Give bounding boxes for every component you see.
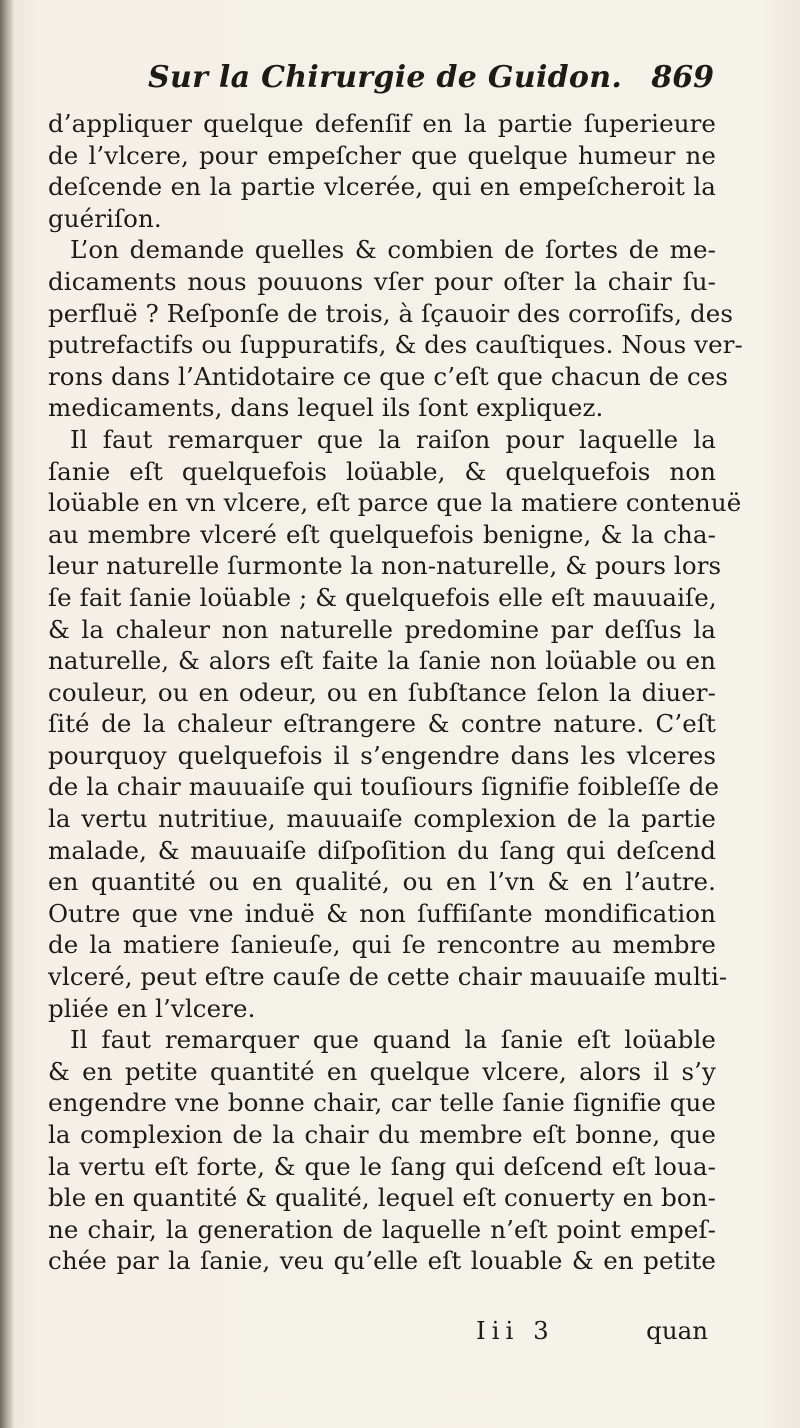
text-line: vlceré, peut eſtre cauſe de cette chair mauuaiſe multi- [48,962,728,992]
paragraph-first-line: L’on demande quelles & combien de ſortes de me- [70,235,716,265]
text-line: chée par la ſanie, veu qu’elle eſt louable & en petite [48,1246,716,1276]
text-line: perfluë ? Reſponſe de trois, à ſçauoir des corroſifs, des [48,298,734,328]
text-line: loüable en vn vlcere, eſt parce que la matiere contenuë [48,488,742,518]
page-number: 869 [651,60,714,95]
text-line: la complexion de la chair du membre eſt bonne, que [48,1120,716,1149]
body-text [48,108,743,1277]
running-title: Sur la Chirurgie de Guidon. [148,60,623,95]
text-line: naturelle, & alors eſt faite la ſanie non loüable ou en [48,646,716,676]
catchword: quan [646,1316,708,1345]
text-line: ſanie eſt quelquefois loüable, & quelquefois non [48,456,716,486]
text-line: malade, & mauuaiſe diſpoſition du ſang qui deſcend [48,835,716,865]
text-line: dicaments nous pouuons vſer pour oſter la chair ſu- [48,266,716,296]
text-line: ſe fait ſanie loüable ; & quelquefois elle eſt mauuaiſe, [48,582,717,612]
text-line: putrefactifs ou ſuppuratifs, & des cauſtiques. Nous ver- [48,330,743,360]
text-line: au membre vlceré eſt quelquefois benigne, & la cha- [48,519,716,549]
text-line: de la matiere ſanieuſe, qui ſe rencontre au membre [48,930,716,960]
text-line: pliée en l’vlcere. [48,993,256,1023]
text-line: couleur, ou en odeur, ou en ſubſtance ſelon la diuer- [48,677,716,707]
page-footer [48,1316,716,1352]
signature-mark: Iii 3 [476,1316,555,1345]
page-gutter-shadow [0,0,14,1428]
text-line: medicaments, dans lequel ils ſont expliquez. [48,393,604,423]
text-line: & la chaleur non naturelle predomine par deſſus la [48,614,716,644]
text-line: en quantité ou en qualité, ou en l’vn & en l’autre. [48,867,716,897]
text-line: engendre vne bonne chair, car telle ſanie ſignifie que [48,1088,716,1118]
paragraph-first-line: Il faut remarquer que la raiſon pour laquelle la [70,424,716,454]
text-line: de l’vlcere, pour empeſcher que quelque humeur ne [48,140,716,170]
text-line: ne chair, la generation de laquelle n’eſt point empeſ- [48,1214,716,1244]
text-line: deſcende en la partie vlcerée, qui en empeſcheroit la [48,172,716,202]
text-line: leur naturelle ſurmonte la non-naturelle, & pours lors [48,551,722,581]
text-line: la vertu eſt forte, & que le ſang qui deſcend eſt loua- [48,1151,716,1181]
text-line: d’appliquer quelque defenſif en la partie ſuperieure [48,109,716,138]
text-line: de la chair mauuaiſe qui touſiours ſignifie foibleſſe de [48,772,720,802]
text-line: ſité de la chaleur eſtrangere & contre nature. C’eſt [48,709,716,739]
text-line: Outre que vne induë & non ſuffiſante mondification [48,898,716,928]
text-line: pourquoy quelquefois il s’engendre dans les vlceres [48,740,716,770]
text-line: ble en quantité & qualité, lequel eſt conuerty en bon- [48,1183,716,1213]
text-line: rons dans l’Antidotaire ce que c’eſt que chacun de ces [48,361,729,391]
text-line: la vertu nutritiue, mauuaiſe complexion de la partie [48,804,716,834]
paragraph-first-line: Il faut remarquer que quand la ſanie eſt loüable [70,1025,716,1055]
text-line: guériſon. [48,203,162,233]
page-header [48,60,714,104]
text-line: & en petite quantité en quelque vlcere, alors il s’y [48,1056,716,1086]
